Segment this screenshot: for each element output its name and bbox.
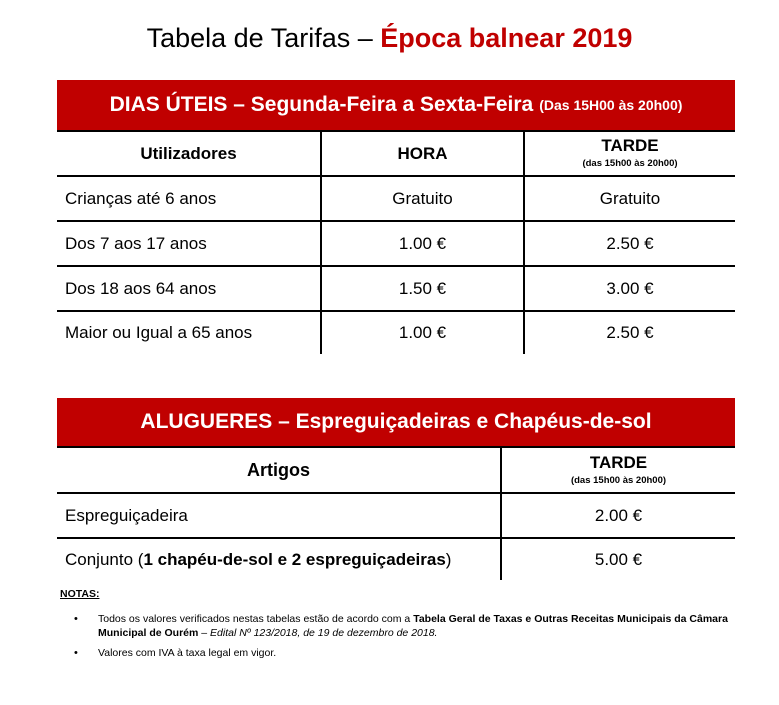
rental-price: 2.00 € [594,505,643,525]
rentals-banner [57,398,735,446]
row-hora: 1.00 € [398,323,447,342]
rental-item [65,539,500,581]
row-user: Dos 18 aos 64 anos [65,278,217,298]
bullet-icon: • [74,647,78,659]
header-tarde-label: TARDE [601,136,659,156]
header-tarde-hours: (das 15h00 às 20h00) [582,158,678,170]
page-title [0,18,779,58]
rentals-banner-title: ALUGUERES – Espreguiçadeiras e Chapéus-de-sol [140,410,652,433]
weekdays-banner [57,80,735,130]
header-tarde-label: TARDE [589,452,648,472]
row-hora: 1.50 € [398,278,447,298]
row-tarde: 2.50 € [606,323,654,342]
note-bold: Tabela Geral de Taxas e Outras Receitas Municipais da Câmara Municipal de Ourém [98,613,728,639]
title-prefix: Tabela de Tarifas – [146,23,381,53]
header-tarde [525,132,735,175]
header-hora: HORA [397,143,448,163]
header-artigos [57,448,500,492]
row-hora: Gratuito [392,188,453,208]
header-utilizadores: Utilizadores [140,143,237,163]
rental-price: 5.00 € [594,550,643,569]
weekdays-banner-hours: (Das 15H00 às 20h00) [539,97,683,113]
header-artigos-label: Artigos [247,459,310,480]
note-text: Todos os valores verificados nestas tabelas estão de acordo com a [98,613,414,625]
row-tarde: 3.00 € [606,278,654,298]
note-italic: Edital Nº 123/2018, de 19 de dezembro de 2018. [210,627,438,639]
row-hora: 1.00 € [398,233,447,253]
note-text: Valores com IVA à taxa legal em vigor. [98,647,277,659]
note-item [60,646,740,660]
row-user: Maior ou Igual a 65 anos [65,323,253,342]
rental-item-bold: 1 chapéu-de-sol e 2 espreguiçadeiras [143,550,446,569]
row-user: Dos 7 aos 17 anos [65,233,207,253]
header-tarde-rentals [502,448,735,492]
row-tarde: Gratuito [599,188,661,208]
note-item [60,612,740,640]
header-tarde-hours: (das 15h00 às 20h00) [570,474,667,486]
weekdays-banner-title: DIAS ÚTEIS – Segunda-Feira a Sexta-Feira [109,93,534,116]
row-tarde: 2.50 € [606,233,654,253]
rental-item-prefix: Conjunto ( [65,550,144,569]
rental-item-suffix: ) [445,550,452,569]
row-user: Crianças até 6 anos [65,188,217,208]
notes-section [60,588,740,666]
bullet-icon: • [74,613,78,625]
note-text: – [198,627,211,639]
title-highlight: Época balnear 2019 [380,23,633,53]
notes-title: NOTAS: [60,588,100,600]
rental-item: Espreguiçadeira [65,505,188,525]
